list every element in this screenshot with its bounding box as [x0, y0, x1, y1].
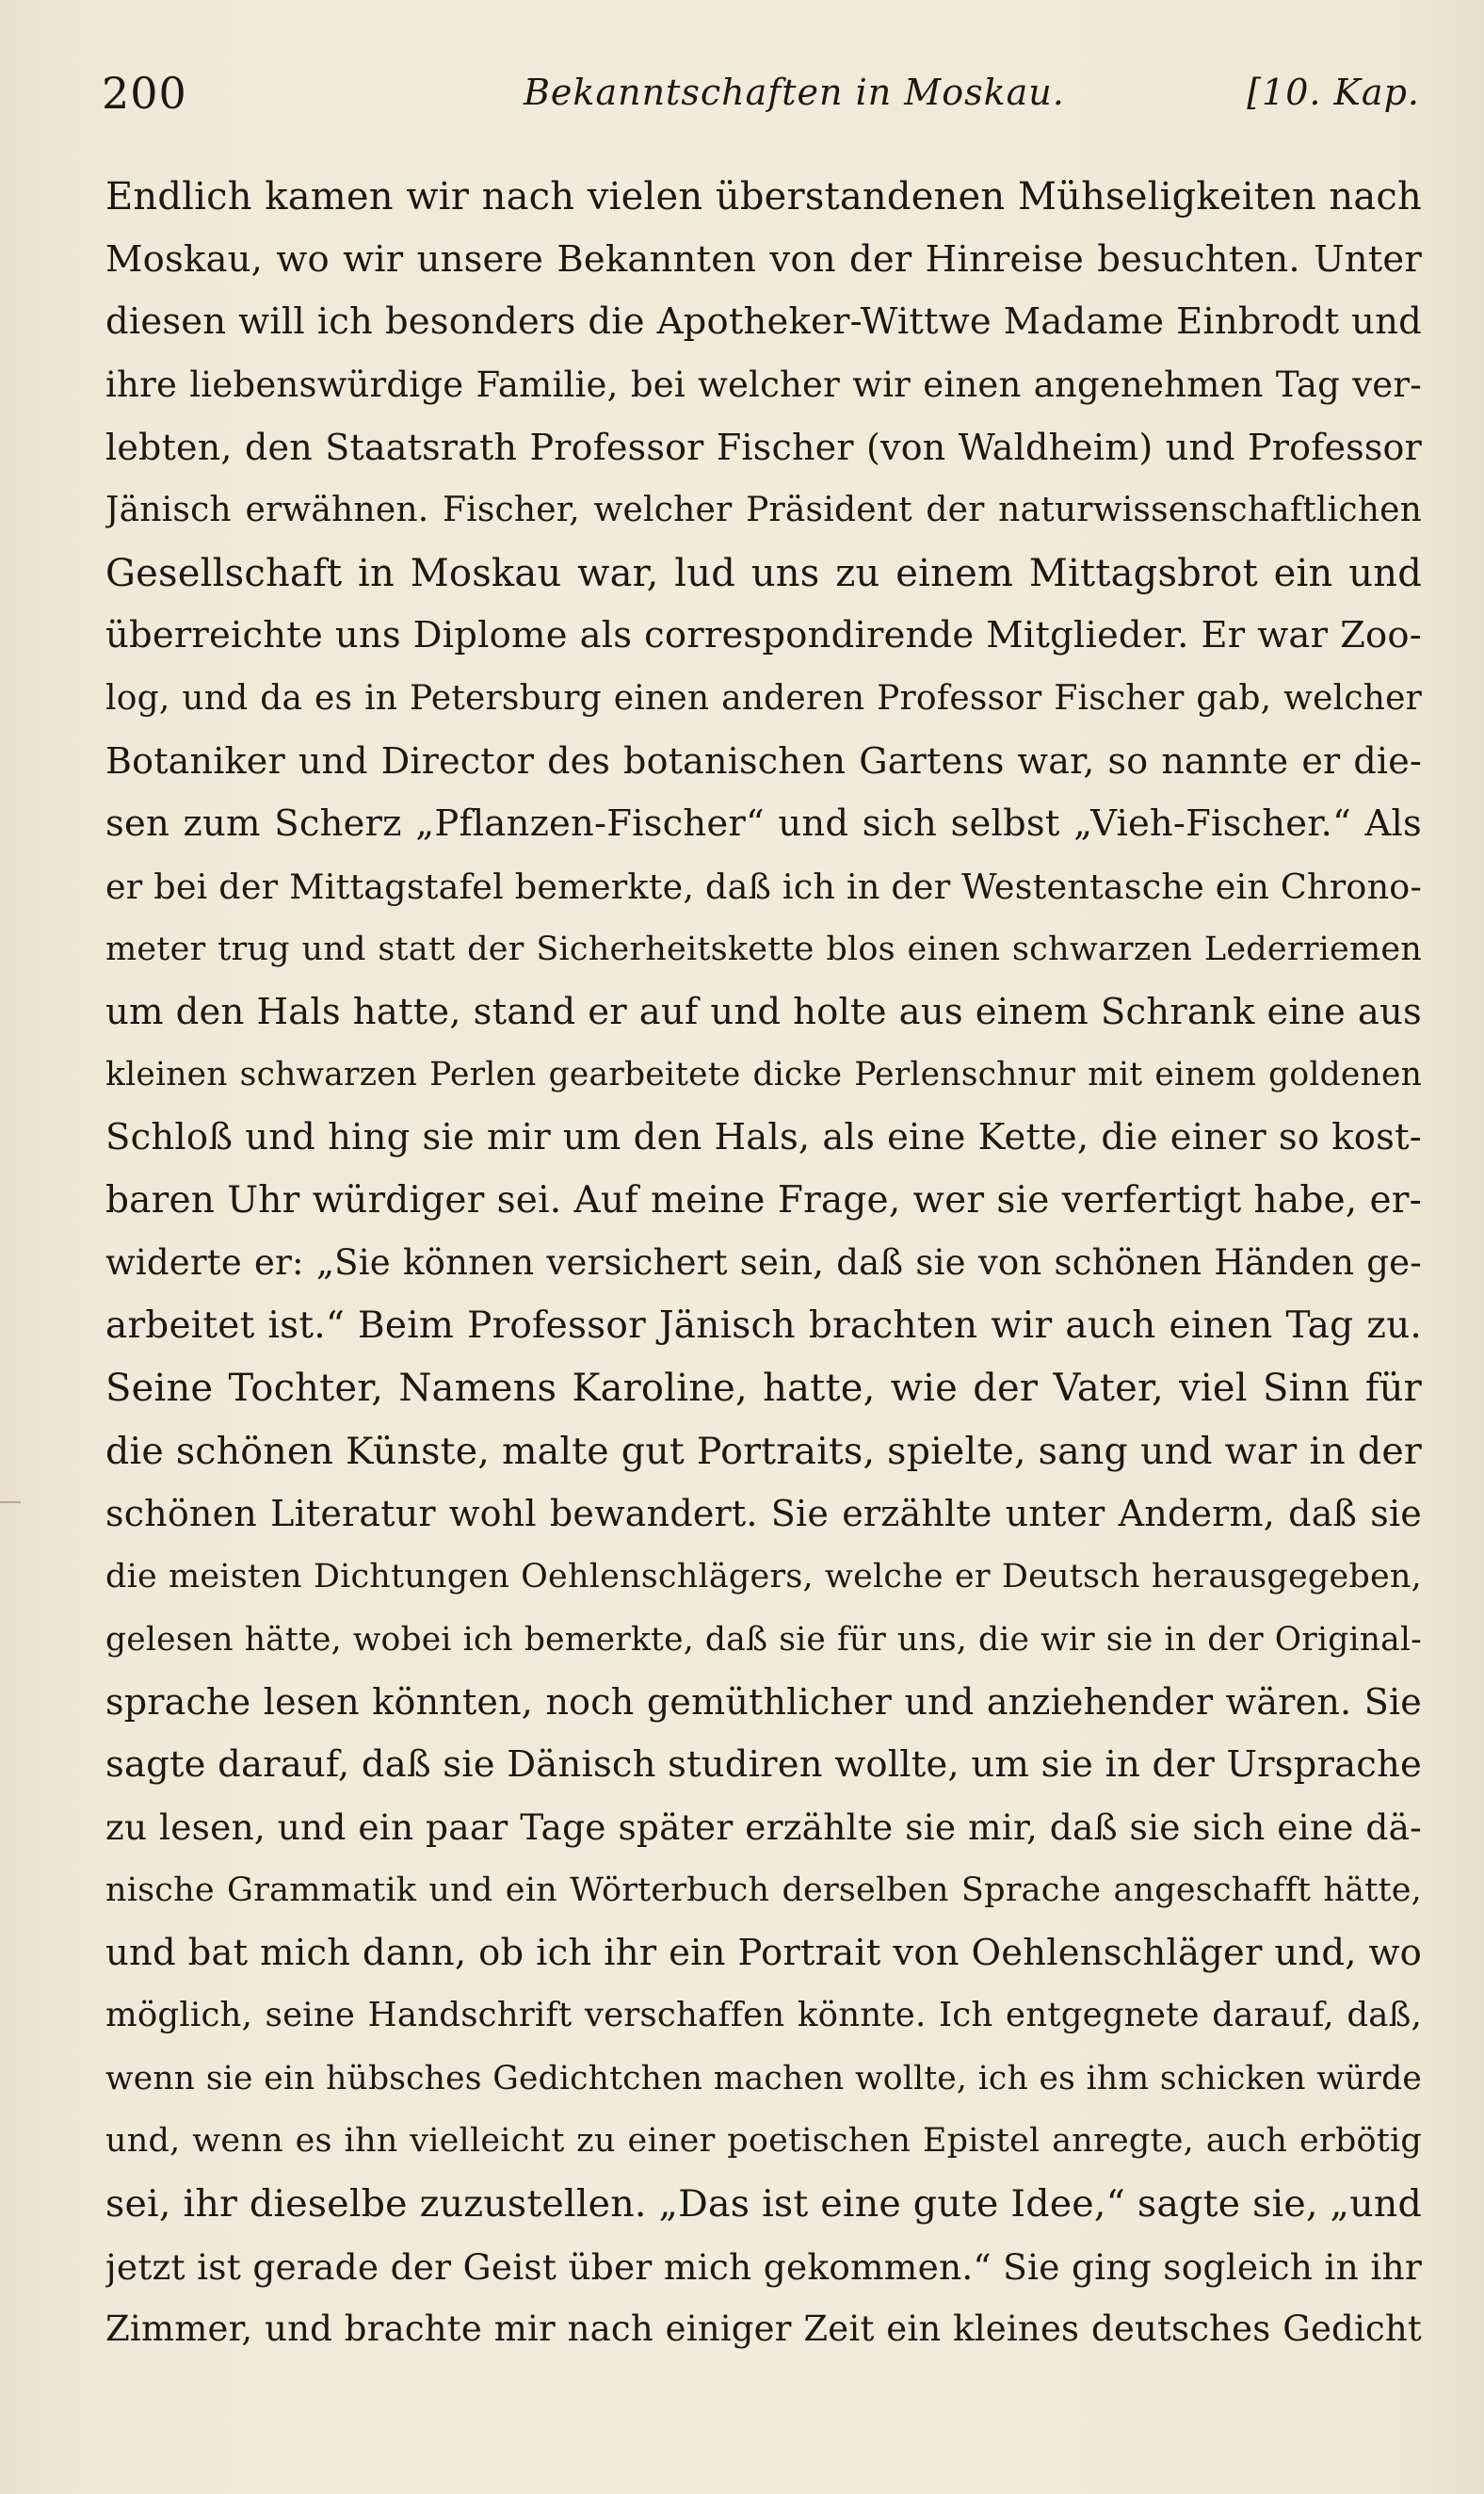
text-line: Gesellschaft in Moskau war, lud uns zu einem Mittagsbrot ein und [105, 551, 1422, 595]
text-line: baren Uhr würdiger sei. Auf meine Frage, wer sie verfertigt habe, er- [105, 1178, 1422, 1222]
page-header [102, 58, 1420, 134]
text-line: diesen will ich besonders die Apotheker-Wittwe Madame Einbrodt und [105, 300, 1422, 344]
text-line: ihre liebenswürdige Familie, bei welcher wir einen angenehmen Tag ver- [105, 364, 1422, 405]
text-line: sagte darauf, daß sie Dänisch studiren wollte, um sie in der Ursprache [105, 1742, 1422, 1786]
text-line: kleinen schwarzen Perlen gearbeitete dicke Perlenschnur mit einem goldenen [105, 1056, 1422, 1094]
text-line: und bat mich dann, ob ich ihr ein Portrait von Oehlenschläger und, wo [105, 1931, 1422, 1974]
text-line: und, wenn es ihn vielleicht zu einer poetischen Epistel anregte, auch erbötig [105, 2122, 1422, 2161]
text-line: möglich, seine Handschrift verschaffen könnte. Ich entgegnete darauf, daß, [105, 1996, 1422, 2035]
text-line: gelesen hätte, wobei ich bemerkte, daß sie für uns, die wir sie in der Original- [105, 1620, 1422, 1659]
text-line: die schönen Künste, malte gut Portraits, spielte, sang und war in der [105, 1429, 1422, 1473]
text-line: meter trug und statt der Sicherheitskette blos einen schwarzen Lederriemen [105, 931, 1422, 969]
page-number: 200 [102, 68, 187, 119]
text-line: sprache lesen könnten, noch gemüthlicher und anziehender wären. Sie [105, 1681, 1422, 1724]
text-line: er bei der Mittagstafel bemerkte, daß ich in der Westentasche ein Chrono- [105, 866, 1422, 907]
text-line: jetzt ist gerade der Geist über mich gekommen.“ Sie ging sogleich in ihr [105, 2245, 1422, 2288]
text-line: überreichte uns Diplome als correspondirende Mitglieder. Er war Zoo- [105, 614, 1422, 657]
text-line: Seine Tochter, Namens Karoline, hatte, wie der Vater, viel Sinn für [105, 1367, 1422, 1411]
text-line: die meisten Dichtungen Oehlenschlägers, welche er Deutsch herausgegeben, [105, 1558, 1422, 1596]
text-line: sen zum Scherz „Pflanzen-Fischer“ und sich selbst „Vieh-Fischer.“ Als [105, 802, 1422, 845]
margin-mark [0, 1501, 21, 1503]
body-text [105, 166, 1422, 2361]
text-line: sei, ihr dieselbe zuzustellen. „Das ist eine gute Idee,“ sagte sie, „und [105, 2182, 1422, 2226]
text-line: Jänisch erwähnen. Fischer, welcher Präsident der naturwissenschaftlichen [105, 490, 1422, 529]
text-line: schönen Literatur wohl bewandert. Sie erzählte unter Anderm, daß sie [105, 1493, 1422, 1535]
text-line: log, und da es in Petersburg einen anderen Professor Fischer gab, welcher [105, 678, 1422, 718]
text-line: Endlich kamen wir nach vielen überstandenen Mühseligkeiten nach [105, 175, 1422, 219]
running-title: Bekanntschaften in Moskau. [524, 72, 1065, 113]
text-line: Moskau, wo wir unsere Bekannten von der Hinreise besuchten. Unter [105, 237, 1422, 281]
text-line: um den Hals hatte, stand er auf und holte aus einem Schrank eine aus [105, 990, 1422, 1033]
text-line: widerte er: „Sie können versichert sein, daß sie von schönen Händen ge- [105, 1242, 1422, 1284]
text-line: Botaniker und Director des botanischen Gartens war, so nannte er die- [105, 740, 1422, 783]
chapter-label: [10. Kap. [1247, 72, 1420, 113]
text-line: arbeitet ist.“ Beim Professor Jänisch brachten wir auch einen Tag zu. [105, 1304, 1422, 1347]
text-line: lebten, den Staatsrath Professor Fischer (von Waldheim) und Professor [105, 427, 1422, 469]
text-line: Schloß und hing sie mir um den Hals, als eine Kette, die einer so kost- [105, 1115, 1422, 1158]
text-line: nische Grammatik und ein Wörterbuch derselben Sprache angeschafft hätte, [105, 1871, 1422, 1910]
text-line: Zimmer, und brachte mir nach einiger Zeit ein kleines deutsches Gedicht [105, 2308, 1422, 2350]
text-line: zu lesen, und ein paar Tage später erzählte sie mir, daß sie sich eine dä- [105, 1806, 1422, 1849]
text-line: wenn sie ein hübsches Gedichtchen machen wollte, ich es ihm schicken würde [105, 2059, 1422, 2097]
